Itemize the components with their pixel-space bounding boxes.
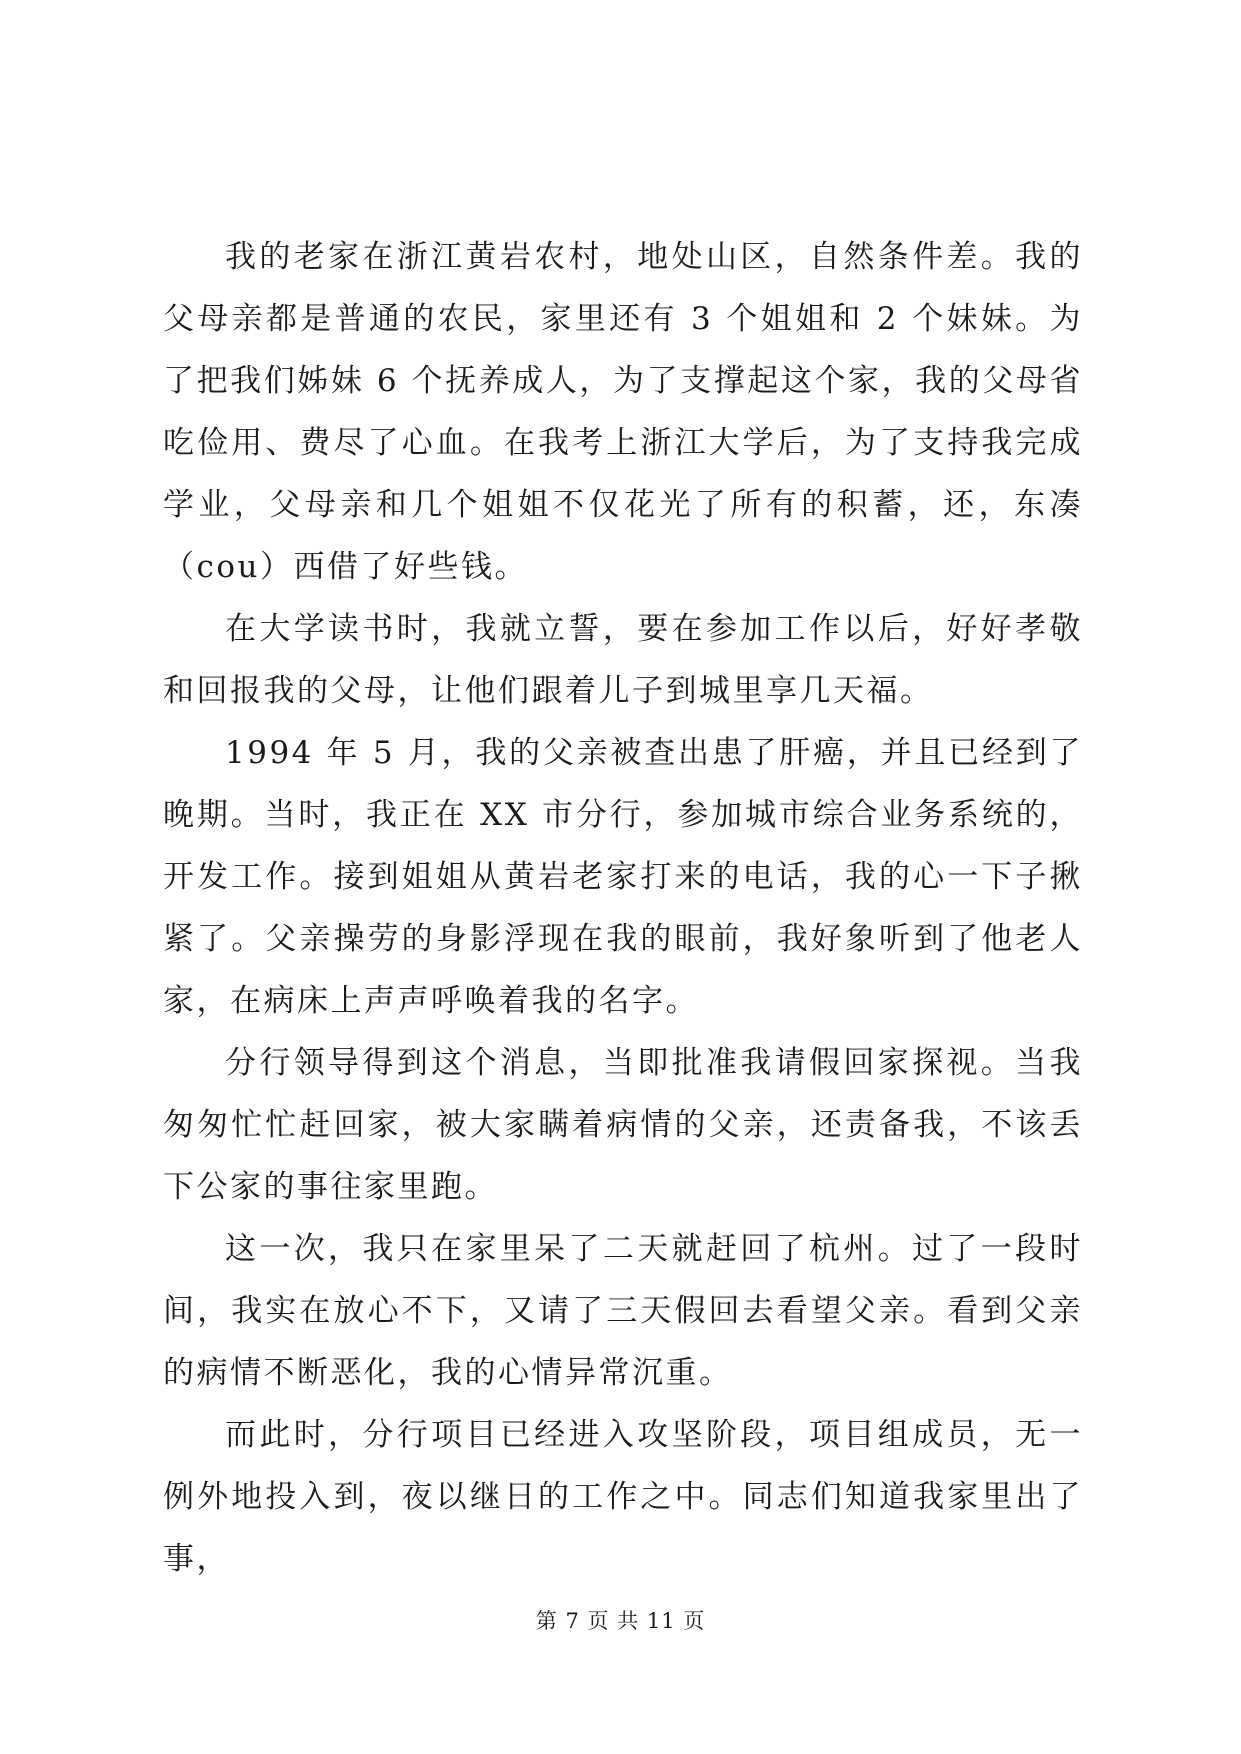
document-body xyxy=(163,226,1083,1590)
paragraph: 而此时，分行项目已经进入攻坚阶段，项目组成员，无一例外地投入到，夜以继日的工作之中。同志们知道我家里出了事， xyxy=(163,1417,1083,1577)
page-number-footer: 第 7 页 共 11 页 xyxy=(535,1609,706,1633)
paragraph: 1994 年 5 月，我的父亲被查出患了肝癌，并且已经到了晚期。当时，我正在 XX 市分行，参加城市综合业务系统的，开发工作。接到姐姐从黄岩老家打来的电话，我的心一下子揪紧了。父亲操劳的身影浮现在我的眼前，我好象听到了他老人家，在病床上声声呼唤着我的名字。 xyxy=(163,735,1083,1019)
paragraph: 分行领导得到这个消息，当即批准我请假回家探视。当我匆匆忙忙赶回家，被大家瞒着病情的父亲，还责备我，不该丢下公家的事往家里跑。 xyxy=(163,1045,1083,1205)
paragraph: 我的老家在浙江黄岩农村，地处山区，自然条件差。我的父母亲都是普通的农民，家里还有 3 个姐姐和 2 个妹妹。为了把我们姊妹 6 个抚养成人，为了支撑起这个家，我的父母省吃俭用、费尽了心血。在我考上浙江大学后，为了支持我完成学业，父母亲和几个姐姐不仅花光了所有的积蓄，还，东凑（cou）西借了好些钱。 xyxy=(163,239,1083,585)
paragraph: 这一次，我只在家里呆了二天就赶回了杭州。过了一段时间，我实在放心不下，又请了三天假回去看望父亲。看到父亲的病情不断恶化，我的心情异常沉重。 xyxy=(163,1231,1083,1391)
paragraph: 在大学读书时，我就立誓，要在参加工作以后，好好孝敬和回报我的父母，让他们跟着儿子到城里享几天福。 xyxy=(163,611,1083,709)
